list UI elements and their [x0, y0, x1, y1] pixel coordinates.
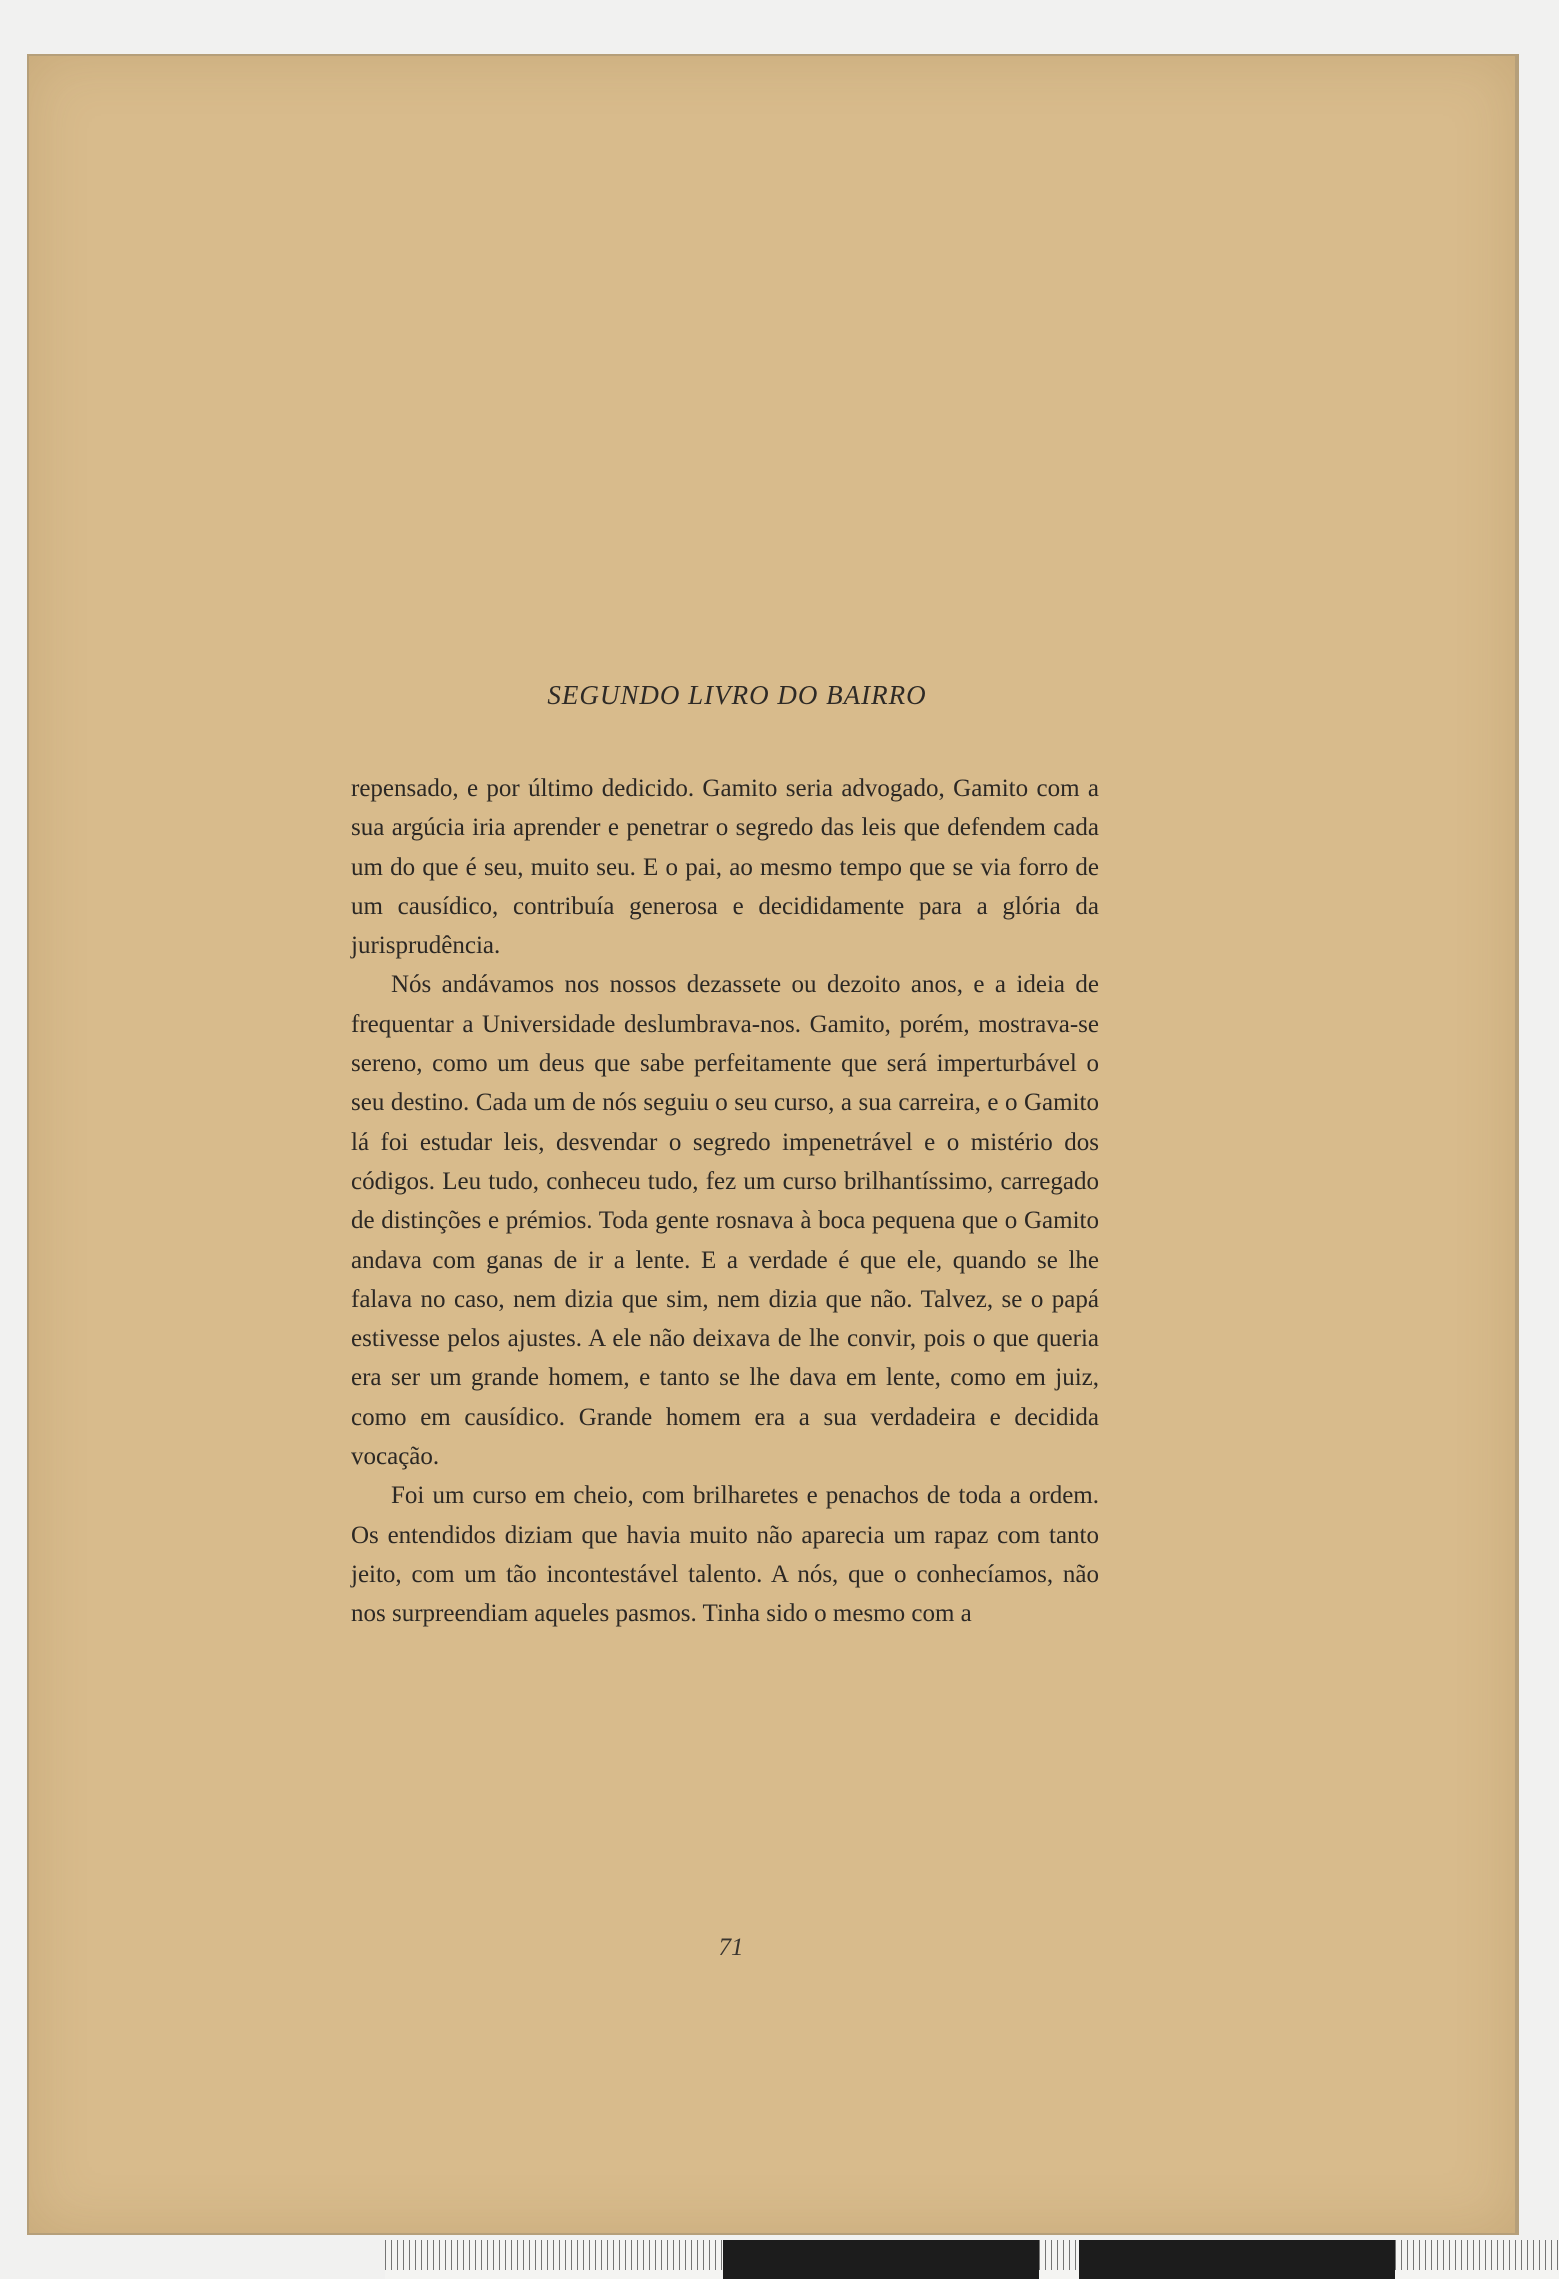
ruler-ticks: [385, 2240, 723, 2270]
ruler-black-block: [1079, 2240, 1395, 2279]
paragraph: Nós andávamos nos nossos dezassete ou dezoito anos, e a ideia de frequentar a Universidade deslumbrava-nos. Gamito, porém, mostrava-se sereno, como um deus que sabe perfeitamente que será imperturbável o seu destino. Cada um de nós seguiu o seu curso, a sua carreira, e o Gamito lá foi estudar leis, desvendar o segredo impenetrável e o mistério dos códigos. Leu tudo, conheceu tudo, fez um curso brilhantíssimo, carregado de distinções e prémios. Toda gente rosnava à boca pequena que o Gamito andava com ganas de ir a lente. E a verdade é que ele, quando se lhe falava no caso, nem dizia que sim, nem dizia que não. Talvez, se o papá estivesse pelos ajustes. A ele não deixava de lhe convir, pois o que queria era ser um grande homem, e tanto se lhe dava em lente, como em juiz, como em causídico. Grande homem era a sua verdadeira e decidida vocação.: [351, 971, 1099, 1471]
ruler-ticks: [1039, 2240, 1079, 2270]
ruler-black-block: [723, 2240, 1039, 2279]
body-text: [351, 769, 1099, 1634]
running-title: SEGUNDO LIVRO DO BAIRRO: [547, 680, 927, 710]
ruler-ticks: [1395, 2240, 1559, 2270]
paragraph: Foi um curso em cheio, com brilharetes e penachos de toda a ordem. Os entendidos diziam que havia muito não aparecia um rapaz com tanto jeito, com um tão incontestável talento. A nós, que o conhecíamos, não nos surpreendiam aqueles pasmos. Tinha sido o mesmo com a: [351, 1482, 1099, 1628]
paragraph: repensado, e por último dedicido. Gamito seria advogado, Gamito com a sua argúcia iria aprender e penetrar o segredo das leis que defendem cada um do que é seu, muito seu. E o pai, ao mesmo tempo que se via forro de um causídico, contribuía generosa e decididamente para a glória da jurisprudência.: [351, 775, 1099, 960]
scale-ruler: [385, 2240, 1559, 2279]
page-number: 71: [718, 1934, 744, 1961]
book-page: [29, 56, 1515, 2233]
